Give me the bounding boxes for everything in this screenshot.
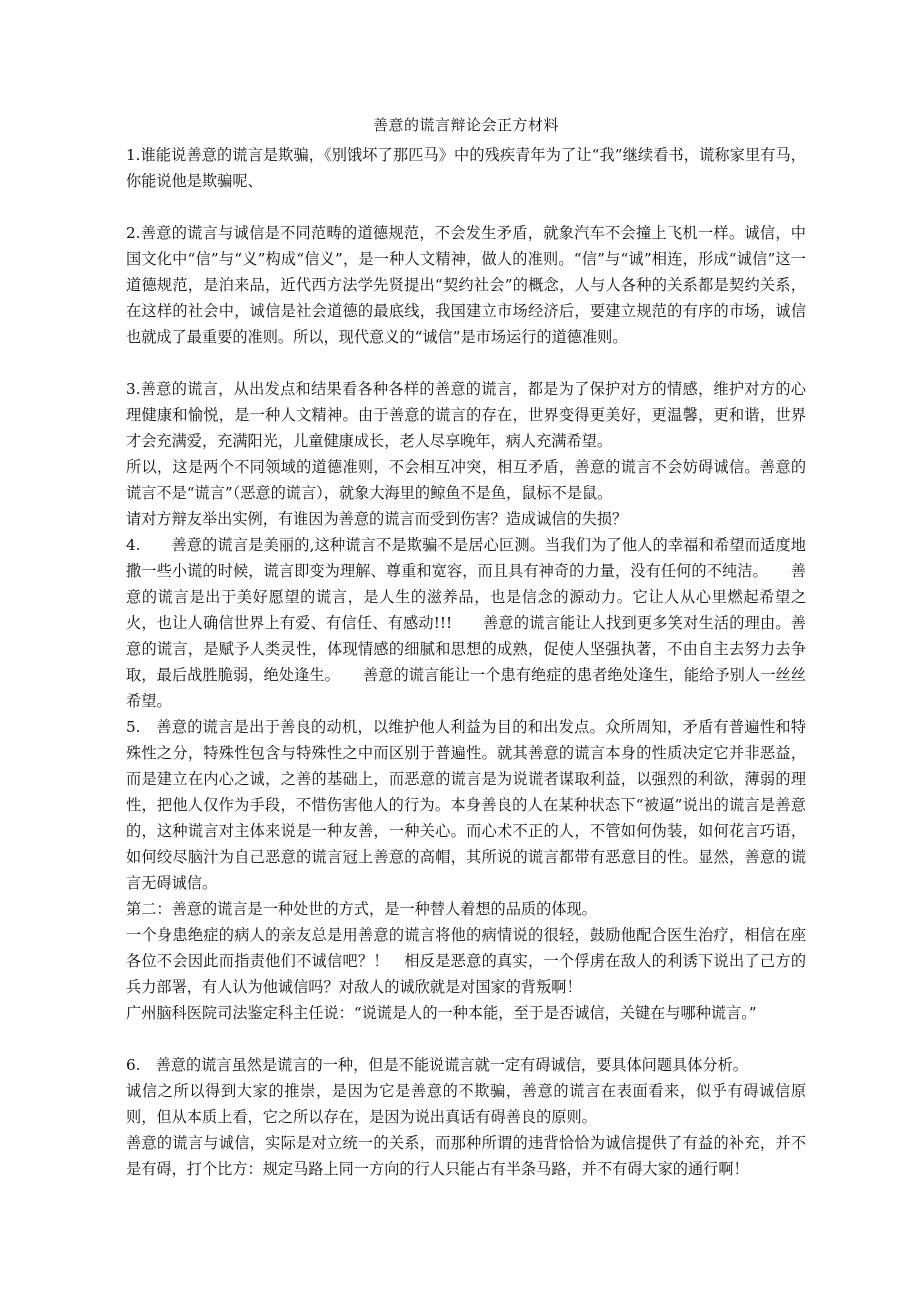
paragraph-6-analogy: 善意的谎言与诚信，实际是对立统一的关系，而那种所谓的违背恰恰为诚信提供了有益的补充，并不是有碍，打个比方：规定马路上同一方向的行人只能占有半条马路，并不有碍大家的通行啊！ — [126, 1134, 806, 1178]
paragraph-5-example: 一个身患绝症的病人的亲友总是用善意的谎言将他的病情说的很轻，鼓励他配合医生治疗，相信在座各位不会因此而指责他们不诚信吧？！ 相反是恶意的真实，一个俘虏在敌人的利诱下说出了己方的兵力部署，有人认为他诚信吗？对敌人的诚欣就是对国家的背叛啊！ — [126, 926, 806, 996]
paragraph-4: 4. 善意的谎言是美丽的,这种谎言不是欺骗不是居心叵测。当我们为了他人的幸福和希望而适度地撒一些小谎的时候，谎言即变为理解、尊重和宽容，而且具有神奇的力量，没有任何的不纯洁。 善意的谎言是出于美好愿望的谎言，是人生的滋养品，也是信念的源动力。它让人从心里燃起希望之火，也让人确信世界上有爱、有信任、有感动!!! 善意的谎言能让人找到更多笑对生活的理由。善意的谎言，是赋予人类灵性，体现情感的细腻和思想的成熟，促使人坚强执著，不由自主去努力去争取，最后战胜脆弱，绝处逢生。 善意的谎言能让一个患有绝症的患者绝处逢生，能给予别人一丝丝希望。 — [126, 536, 806, 710]
paragraph-3: 3.善意的谎言，从出发点和结果看各种各样的善意的谎言，都是为了保护对方的情感，维护对方的心理健康和愉悦，是一种人文精神。由于善意的谎言的存在，世界变得更美好，更温馨，更和谐，世界才会充满爱，充满阳光，儿童健康成长，老人尽享晚年，病人充满希望。 — [126, 380, 806, 450]
paragraph-6: 6. 善意的谎言虽然是谎言的一种，但是不能说谎言就一定有碍诚信，要具体问题具体分析。 — [126, 1056, 748, 1074]
document-title: 善意的谎言辩论会正方材料 — [372, 116, 559, 134]
paragraph-spacer — [126, 194, 806, 220]
paragraph-6-explanation: 诚信之所以得到大家的推崇，是因为它是善意的不欺骗，善意的谎言在表面看来，似乎有碍诚信原则，但从本质上看，它之所以存在，是因为说出真话有碍善良的原则。 — [126, 1082, 806, 1126]
paragraph-5-quote: 广州脑科医院司法鉴定科主任说：“说谎是人的一种本能，至于是否诚信，关键在与哪种谎言。” — [126, 1004, 757, 1022]
paragraph-5: 5. 善意的谎言是出于善良的动机，以维护他人利益为目的和出发点。众所周知，矛盾有普遍性和特殊性之分，特殊性包含与特殊性之中而区别于普遍性。就其善意的谎言本身的性质决定它并非恶益，而是建立在内心之诚，之善的基础上，而恶意的谎言是为说谎者谋取利益，以强烈的利欲，薄弱的理性，把他人仅作为手段，不惜伤害他人的行为。本身善良的人在某种状态下“被逼”说出的谎言是善意的，这种谎言对主体来说是一种友善，一种关心。而心术不正的人，不管如何伪装，如何花言巧语，如何绞尽脑汁为自己恶意的谎言冠上善意的高帽，其所说的谎言都带有恶意目的性。显然，善意的谎言无碍诚信。 — [126, 718, 806, 892]
paragraph-3-conclusion: 所以，这是两个不同领域的道德准则，不会相互冲突，相互矛盾，善意的谎言不会妨碍诚信。善意的谎言不是“谎言”（恶意的谎言），就象大海里的鲸鱼不是鱼，鼠标不是鼠。 — [126, 458, 806, 502]
paragraph-1: 1.谁能说善意的谎言是欺骗，《别饿坏了那匹马》中的残疾青年为了让“我”继续看书，谎称家里有马，你能说他是欺骗呢、 — [126, 146, 806, 190]
paragraph-2: 2.善意的谎言与诚信是不同范畴的道德规范，不会发生矛盾，就象汽车不会撞上飞机一样。诚信，中国文化中“信”与“义”构成“信义”，是一种人文精神，做人的准则。“信”与“诚”相连，形成“诚信”这一道德规范，是泊来品，近代西方法学先贤提出“契约社会”的概念，人与人各种的关系都是契约关系，在这样的社会中，诚信是社会道德的最底线，我国建立市场经济后，要建立规范的有序的市场，诚信也就成了最重要的准则。所以，现代意义的“诚信”是市场运行的道德准则。 — [126, 224, 806, 346]
paragraph-spacer — [126, 350, 806, 376]
paragraph-3-challenge: 请对方辩友举出实例，有谁因为善意的谎言而受到伤害？造成诚信的失损？ — [126, 510, 628, 528]
document-page — [126, 112, 806, 1182]
paragraph-spacer — [126, 1026, 806, 1052]
paragraph-5-second-point: 第二：善意的谎言是一种处世的方式，是一种替人着想的品质的体现。 — [126, 900, 597, 918]
